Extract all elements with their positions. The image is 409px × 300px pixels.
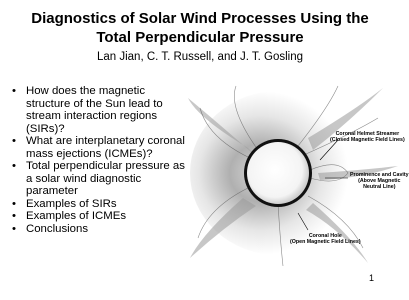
bullet-item: • Total perpendicular pressure as a solar wind diagnostic parameter: [12, 160, 187, 198]
annotation-streamer: [330, 131, 405, 143]
annotation-text: Neutral Line): [363, 184, 396, 190]
bullet-item: • How does the magnetic structure of the Sun lead to stream interaction regions (SIRs)?: [12, 85, 187, 135]
authors: Lan Jian, C. T. Russell, and J. T. Gosling: [96, 51, 304, 63]
annotation-text: Coronal Hole: [308, 233, 342, 239]
bullet-item: • What are interplanetary coronal mass ejections (ICMEs)?: [12, 135, 187, 160]
annotation-text: Prominence and Cavity: [350, 172, 409, 178]
annotation-text: (Closed Magnetic Field Lines): [330, 137, 405, 143]
annotation-coronal-hole: [290, 233, 361, 245]
bullet-list: [12, 85, 187, 235]
bullet-item: • Conclusions: [12, 223, 187, 236]
page-number: 1: [368, 273, 374, 283]
annotation-text: (Above Magnetic: [358, 178, 401, 184]
bullet-item: • Examples of SIRs: [12, 198, 187, 211]
slide-title: [0, 9, 400, 47]
annotation-text: Coronal Helmet Streamer: [335, 131, 400, 137]
annotation-text: (Open Magnetic Field Lines): [290, 239, 361, 245]
sun-disk: [247, 142, 309, 204]
title-line-2: Total Perpendicular Pressure: [96, 29, 304, 46]
title-line-1: Diagnostics of Solar Wind Processes Using the: [31, 10, 369, 27]
annotation-prominence: [350, 172, 409, 190]
bullet-item: • Examples of ICMEs: [12, 210, 187, 223]
